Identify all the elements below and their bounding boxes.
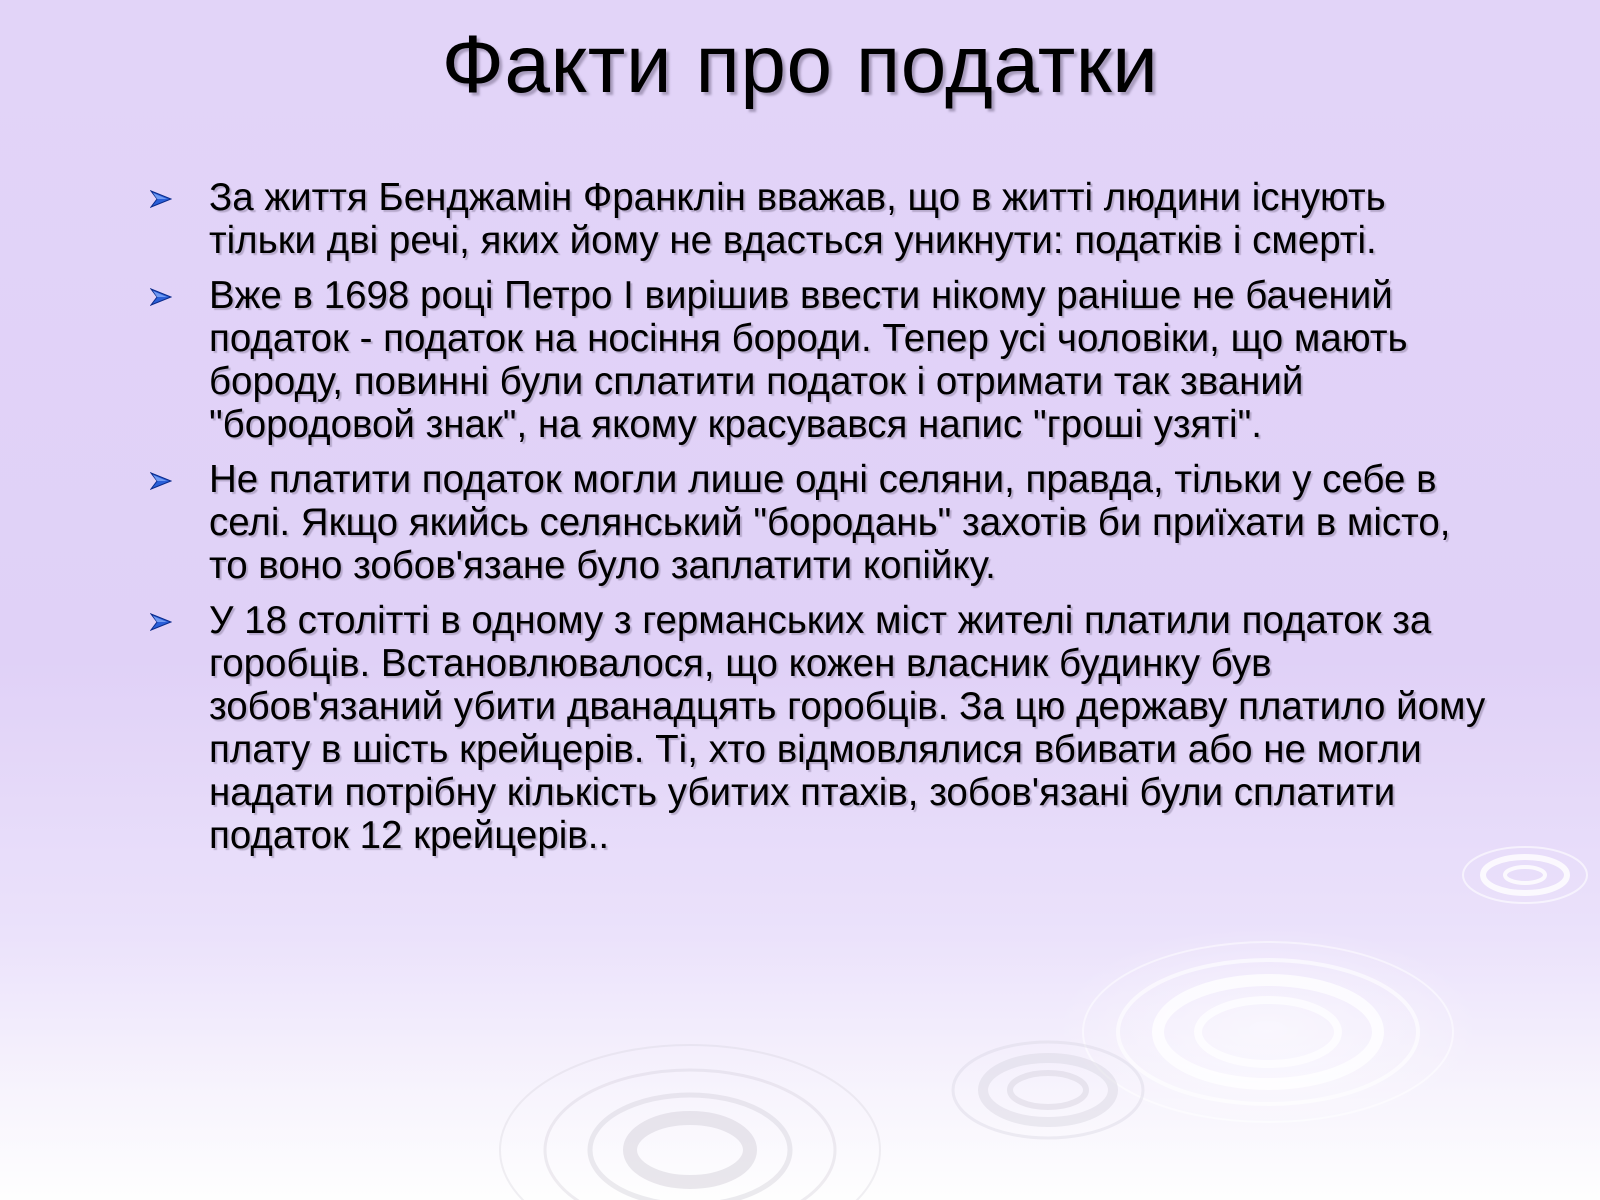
arrowhead-bullet-icon bbox=[150, 472, 172, 490]
arrowhead-bullet-icon bbox=[150, 613, 172, 631]
ripple-group-center bbox=[953, 1042, 1143, 1138]
bullet-item bbox=[148, 599, 1488, 857]
bullet-text: Вже в 1698 році Петро I вирішив ввести нікому раніше не бачений податок - податок на носіння бороди. Тепер усі чоловіки, що мають бороду, повинні були сплатити податок і отримати так званий "бородовой знак", на якому красувався напис "гроші узяті". bbox=[209, 274, 1408, 446]
bullet-item bbox=[148, 274, 1488, 446]
arrowhead-bullet-icon bbox=[150, 288, 172, 306]
bullet-text: Не платити податок могли лише одні селяни, правда, тільки у себе в селі. Якщо якийсь селянський "бородань" захотів би приїхати в місто, то воно зобов'язане було заплатити копійку. bbox=[209, 458, 1451, 587]
slide-title: Факти про податки bbox=[441, 19, 1159, 110]
bullet-list bbox=[148, 176, 1488, 869]
bullet-item bbox=[148, 458, 1488, 587]
bullet-text: У 18 столітті в одному з германських міст жителі платили податок за горобців. Встановлювалося, що кожен власник будинку був зобов'язаний убити дванадцять горобців. За цю державу платило йому плату в шість крейцерів. Ті, хто відмовлялися вбивати або не могли надати потрібну кількість убитих птахів, зобов'язані були сплатити податок 12 крейцерів.. bbox=[209, 599, 1486, 857]
arrowhead-bullet-icon bbox=[150, 190, 172, 208]
ripple-group-left bbox=[500, 1045, 880, 1200]
ripple-group-right bbox=[1053, 925, 1483, 1135]
bullet-text: За життя Бенджамін Франклін вважав, що в житті людини існують тільки дві речі, яких йому не вдасться уникнути: податків і смерті. bbox=[209, 176, 1386, 262]
bullet-item bbox=[148, 176, 1488, 262]
